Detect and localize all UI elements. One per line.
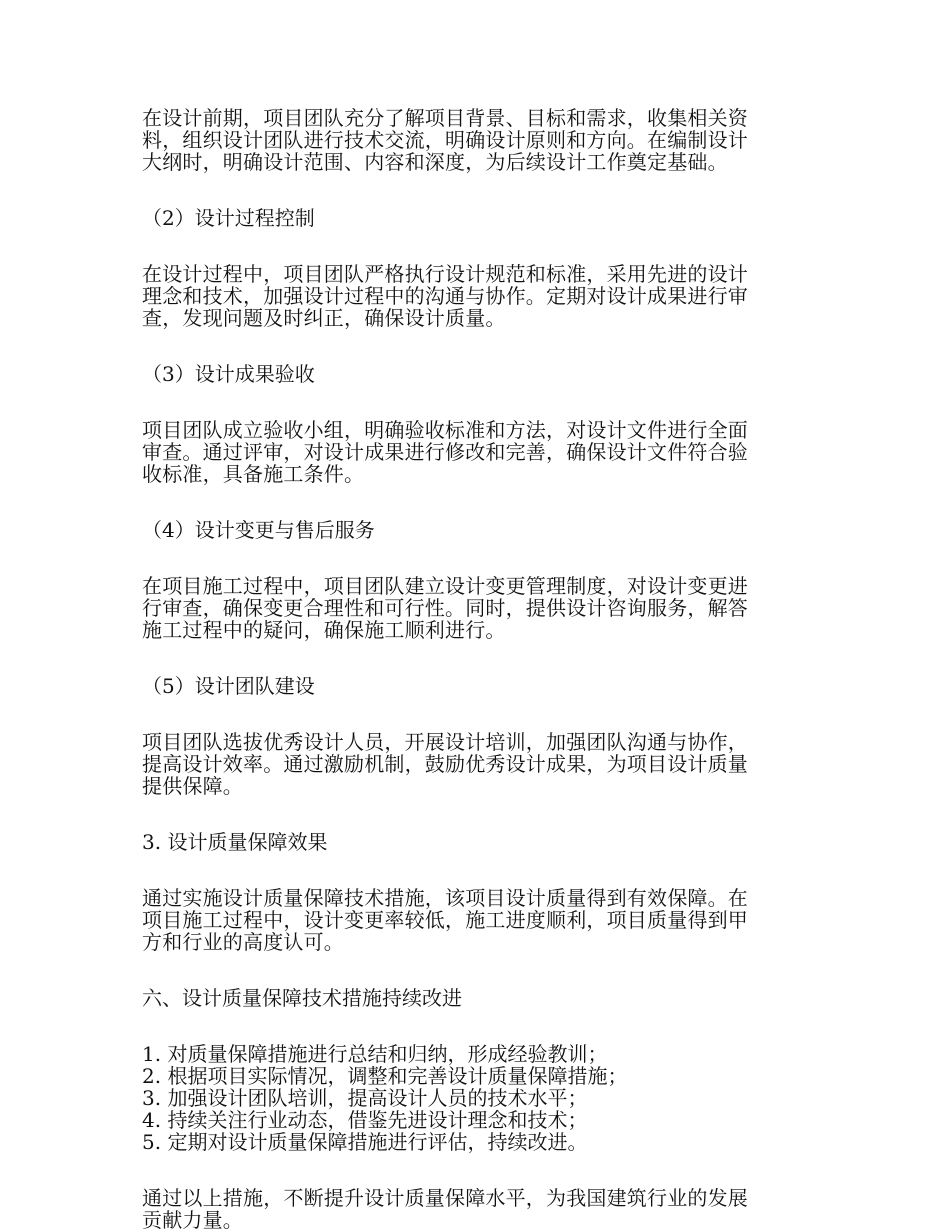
paragraph-quality-assurance-effect: 通过实施设计质量保障技术措施，该项目设计质量得到有效保障。在 项目施工过程中，设计变更率较低，施工进度顺利，项目质量得到甲 方和行业的高度认可。 bbox=[142, 886, 748, 954]
improvement-list bbox=[142, 1043, 802, 1153]
heading-design-change-service: （4）设计变更与售后服务 bbox=[142, 518, 375, 542]
list-item: 2. 根据项目实际情况，调整和完善设计质量保障措施； bbox=[142, 1064, 628, 1088]
list-item: 5. 定期对设计质量保障措施进行评估，持续改进。 bbox=[142, 1130, 588, 1154]
list-item: 1. 对质量保障措施进行总结和归纳，形成经验教训； bbox=[142, 1042, 608, 1066]
paragraph-conclusion: 通过以上措施，不断提升设计质量保障水平，为我国建筑行业的发展 贡献力量。 bbox=[142, 1186, 748, 1232]
list-item: 3. 加强设计团队培训，提高设计人员的技术水平； bbox=[142, 1086, 588, 1110]
heading-quality-assurance-effect: 3. 设计质量保障效果 bbox=[142, 830, 328, 854]
paragraph-design-early-stage: 在设计前期，项目团队充分了解项目背景、目标和需求，收集相关资 料，组织设计团队进行技术交流，明确设计原则和方向。在编制设计 大纲时，明确设计范围、内容和深度，为后续设计工作奠定基础。 bbox=[142, 106, 748, 174]
document-page bbox=[142, 107, 802, 1231]
heading-design-team-building: （5）设计团队建设 bbox=[142, 674, 315, 698]
paragraph-design-change-service: 在项目施工过程中，项目团队建立设计变更管理制度，对设计变更进 行审查，确保变更合理性和可行性。同时，提供设计咨询服务，解答 施工过程中的疑问，确保施工顺利进行。 bbox=[142, 574, 748, 642]
list-item: 4. 持续关注行业动态，借鉴先进设计理念和技术； bbox=[142, 1108, 588, 1132]
paragraph-design-acceptance: 项目团队成立验收小组，明确验收标准和方法，对设计文件进行全面 审查。通过评审，对设计成果进行修改和完善，确保设计文件符合验 收标准，具备施工条件。 bbox=[142, 418, 748, 486]
heading-continuous-improvement: 六、设计质量保障技术措施持续改进 bbox=[142, 986, 462, 1010]
heading-design-process-control: （2）设计过程控制 bbox=[142, 206, 315, 230]
heading-design-acceptance: （3）设计成果验收 bbox=[142, 362, 315, 386]
paragraph-design-process: 在设计过程中，项目团队严格执行设计规范和标准，采用先进的设计 理念和技术，加强设计过程中的沟通与协作。定期对设计成果进行审 查，发现问题及时纠正，确保设计质量。 bbox=[142, 262, 748, 330]
paragraph-design-team-building: 项目团队选拔优秀设计人员，开展设计培训，加强团队沟通与协作， 提高设计效率。通过激励机制，鼓励优秀设计成果，为项目设计质量 提供保障。 bbox=[142, 730, 748, 798]
